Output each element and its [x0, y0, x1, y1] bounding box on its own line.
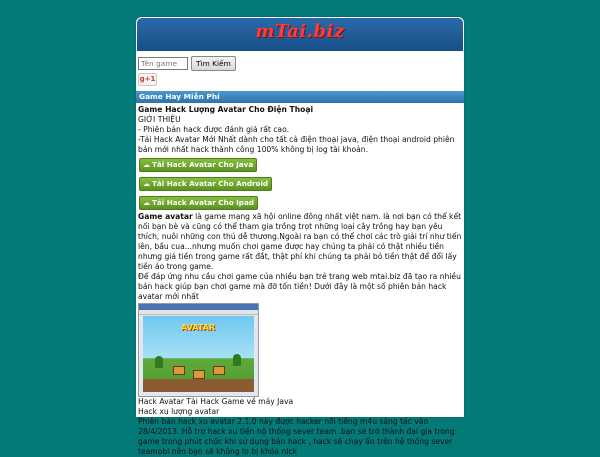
- game-screenshot-image: [138, 303, 259, 397]
- tree-icon: [233, 354, 241, 366]
- cloud-download-icon: ☁: [143, 180, 150, 188]
- post-body-text: là game mạng xã hội online đông nhất việt nam. là nơi bạn có thể kết nối bạn bè và cũng có thể tham gia trồng trọt những loại cây trồng hay bạn yêu thích, nuôi những con thú dễ thương.Ngoài ra bạn có thể chơi các trò giải trí như tiến lên, bầu cua...nhưng muốn chơi game được hay chúng ta phải có thật nhiều tiền nhưng giá tiền trong game rất đắt, thật phí khi chúng ta phải bỏ tiền thật để đổi lấy tiền ảo trong game.: [138, 212, 462, 271]
- post-body-2: Để đáp ứng nhu cầu chơi game của nhiều bạn trẻ trang web mtai.biz đã tạo ra nhiều bản hack giúp bạn chơi game mà đỡ tốn tiền! Dưới đây là một số phiên bản hack avatar mới nhất: [138, 272, 461, 301]
- post-body-bold: Game avatar: [138, 212, 193, 221]
- search-input[interactable]: [138, 57, 188, 70]
- game-logo: AVATAR: [181, 323, 216, 332]
- tree-icon: [155, 356, 163, 368]
- site-logo[interactable]: mTai.biz: [255, 21, 345, 42]
- cloud-download-icon: ☁: [143, 161, 150, 169]
- post-subhead: Hack xu lượng avatar: [138, 407, 220, 416]
- download-ipad-label: Tải Hack Avatar Cho Ipad: [152, 198, 254, 207]
- download-java-button[interactable]: [139, 158, 257, 172]
- ground: [143, 379, 254, 392]
- intro-line: - Phiên bản hack được đánh giá rất cao.: [138, 125, 290, 134]
- post-content: [136, 103, 464, 457]
- download-android-button[interactable]: [139, 177, 272, 191]
- post-title: Game Hack Lượng Avatar Cho Điện Thoại: [138, 105, 314, 114]
- emulator-menubar: [139, 310, 258, 315]
- post-body-3: Phiên bản hack xu avatar 2.1.0 này được hacker nổi tiếng m4u sáng tác vào 28/4/2013. Hỗ trợ hack xu tiền hộ thống sever team .bạn sẽ trở thành đại gia trong game trong phút chốc khi sử dụng bản hack , hack sẽ chạy ẩn trên hệ thống sever teamobi nên bạn sẽ không lo bị khóa nick: [138, 417, 455, 456]
- signpost-icon: [173, 366, 185, 375]
- search-button[interactable]: Tìm Kiếm: [191, 56, 236, 71]
- page-frame: [136, 17, 464, 456]
- download-android-label: Tải Hack Avatar Cho Android: [152, 179, 269, 188]
- section-title: Game Hay Miễn Phí: [136, 91, 464, 103]
- signpost-icon: [193, 370, 205, 379]
- download-ipad-button[interactable]: [139, 196, 258, 210]
- signpost-icon: [213, 366, 225, 375]
- image-caption: Hack Avatar Tải Hack Game về máy Java: [138, 397, 294, 406]
- download-java-label: Tải Hack Avatar Cho Java: [152, 160, 254, 169]
- google-plus-button[interactable]: g+1: [138, 73, 157, 86]
- search-bar: [136, 52, 464, 71]
- post-body: [138, 212, 462, 272]
- intro-heading: GIỚI THIỆU: [138, 115, 181, 124]
- cloud-download-icon: ☁: [143, 199, 150, 207]
- site-header: [136, 17, 464, 52]
- game-scene: [143, 316, 254, 392]
- intro-line: -Tải Hack Avatar Mới Nhất dành cho tất cả điện thoại java, điện thoại android phiên bản mới nhất hack thành công 100% không bị log tài khoản.: [138, 135, 455, 154]
